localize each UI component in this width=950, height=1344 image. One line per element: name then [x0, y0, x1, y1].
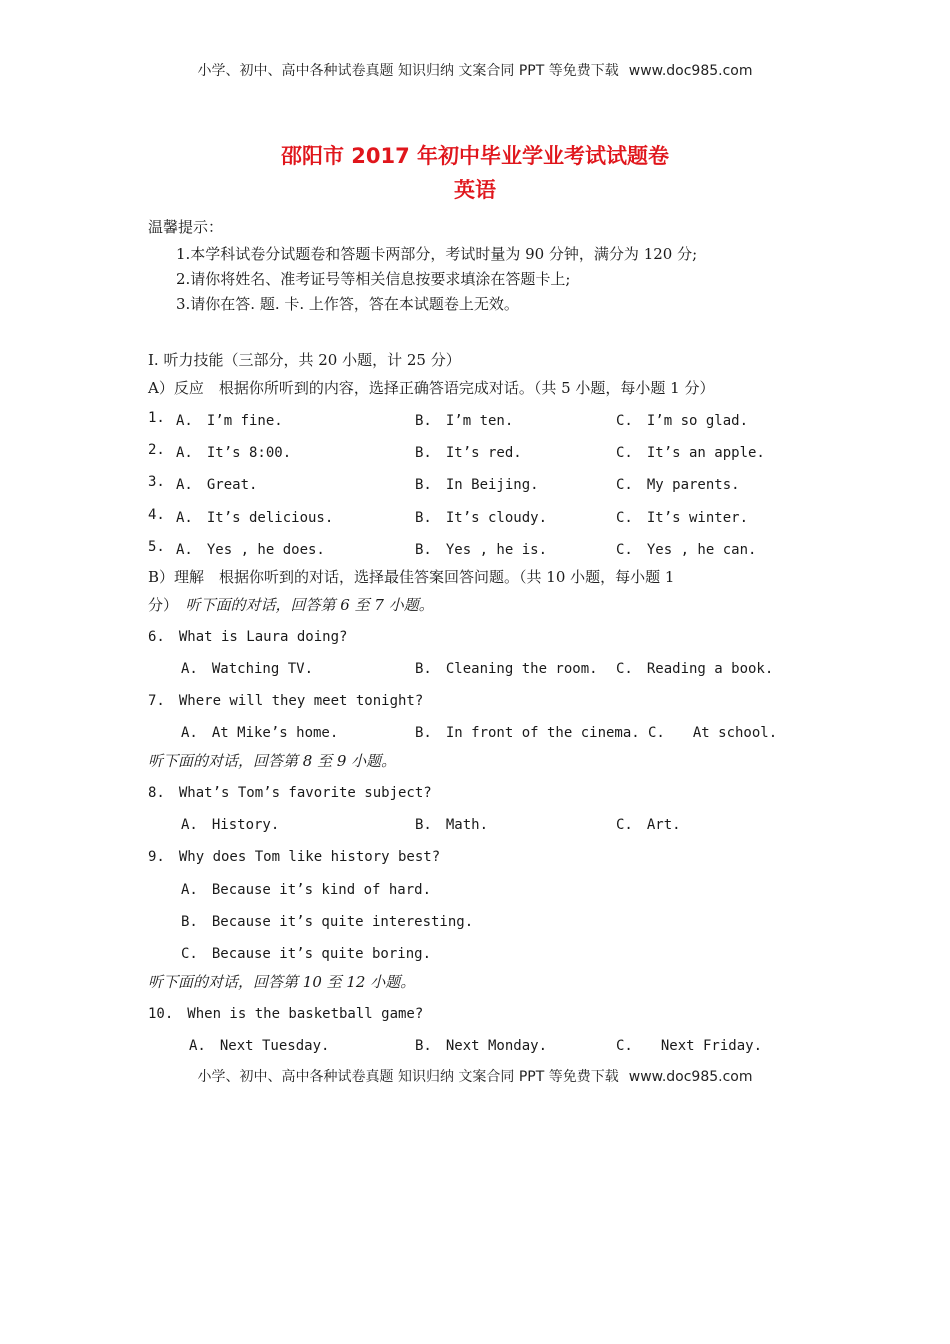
question-8-stem: 8. What’s Tom’s favorite subject?: [148, 785, 432, 801]
header-text: 小学、初中、高中各种试卷真题 知识归纳 文案合同 PPT 等免费下载: [197, 63, 619, 79]
question-10-stem: 10. When is the basketball game?: [148, 1006, 424, 1022]
question-10-option-b: B. Next Monday.: [415, 1038, 548, 1054]
part-a-instruction: A）反应 根据你所听到的内容，选择正确答语完成对话。（共 5 小题，每小题 1 分）: [148, 379, 715, 397]
part-b-score: 分）: [148, 596, 171, 614]
question-9-option-c: C. Because it’s quite boring.: [181, 946, 432, 962]
option-a: A. It’s delicious.: [176, 510, 334, 526]
question-6-option-b: B. Cleaning the room.: [415, 661, 598, 677]
option-c: C. It’s an apple.: [616, 445, 765, 461]
option-c: C. I’m so glad.: [616, 413, 749, 429]
question-9-option-b: B. Because it’s quite interesting.: [181, 914, 474, 930]
page-header: [0, 60, 950, 80]
section-heading: Ⅰ. 听力技能（三部分，共 20 小题，计 25 分）: [148, 351, 461, 369]
question-number: 5.: [148, 539, 165, 555]
tip-3: 3.请你在答. 题. 卡. 上作答，答在本试题卷上无效。: [176, 295, 519, 313]
tip-1: 1.本学科试卷分试题卷和答题卡两部分，考试时量为 90 分钟，满分为 120 分;: [176, 245, 698, 263]
option-a: A. Great.: [176, 477, 258, 493]
option-a: A. I’m fine.: [176, 413, 283, 429]
part-b-instruction-cont: [148, 594, 434, 615]
option-a: A. It’s 8:00.: [176, 445, 292, 461]
question-6-option-a: A. Watching TV.: [181, 661, 314, 677]
option-b: B. In Beijing.: [415, 477, 539, 493]
question-7-option-a: A. At Mike’s home.: [181, 725, 339, 741]
question-7-option-c: C. At school.: [648, 725, 778, 741]
question-7-stem: 7. Where will they meet tonight?: [148, 693, 424, 709]
question-6-option-c: C. Reading a book.: [616, 661, 774, 677]
option-c: C. My parents.: [616, 477, 740, 493]
question-9-option-a: A. Because it’s kind of hard.: [181, 882, 432, 898]
question-number: 3.: [148, 474, 165, 490]
option-b: B. It’s red.: [415, 445, 522, 461]
question-number: 1.: [148, 410, 165, 426]
part-b-instruction: B）理解 根据你听到的对话，选择最佳答案回答问题。（共 10 小题，每小题 1: [148, 568, 675, 586]
question-6-stem: 6. What is Laura doing?: [148, 629, 348, 645]
footer-url[interactable]: www.doc985.com: [628, 1069, 753, 1085]
question-number: 4.: [148, 507, 165, 523]
tips-heading: 温馨提示：: [148, 218, 224, 236]
tip-2: 2.请你将姓名、准考证号等相关信息按要求填涂在答题卡上;: [176, 270, 571, 288]
exam-subtitle: 英语: [454, 178, 496, 202]
option-b: B. Yes , he is.: [415, 542, 548, 558]
exam-title: 邵阳市 2017 年初中毕业学业考试试题卷: [280, 144, 670, 168]
question-10-option-a: A. Next Tuesday.: [189, 1038, 330, 1054]
question-8-option-b: B. Math.: [415, 817, 489, 833]
listen-instruction-10-12: 听下面的对话，回答第 10 至 12 小题。: [148, 973, 416, 991]
option-a: A. Yes , he does.: [176, 542, 325, 558]
question-7-option-b: B. In front of the cinema.: [415, 725, 640, 741]
footer-text: 小学、初中、高中各种试卷真题 知识归纳 文案合同 PPT 等免费下载: [197, 1069, 619, 1085]
option-c: C. Yes , he can.: [616, 542, 757, 558]
listen-instruction-8-9: 听下面的对话，回答第 8 至 9 小题。: [148, 752, 397, 770]
question-8-option-c: C. Art.: [616, 817, 681, 833]
option-b: B. It’s cloudy.: [415, 510, 548, 526]
option-b: B. I’m ten.: [415, 413, 514, 429]
listen-instruction-6-7: 听下面的对话，回答第 6 至 7 小题。: [185, 596, 434, 614]
question-9-stem: 9. Why does Tom like history best?: [148, 849, 441, 865]
question-number: 2.: [148, 442, 165, 458]
option-c: C. It’s winter.: [616, 510, 749, 526]
header-url[interactable]: www.doc985.com: [628, 63, 753, 79]
question-8-option-a: A. History.: [181, 817, 280, 833]
question-10-option-c: C. Next Friday.: [616, 1038, 763, 1054]
page-footer: [0, 1066, 950, 1086]
